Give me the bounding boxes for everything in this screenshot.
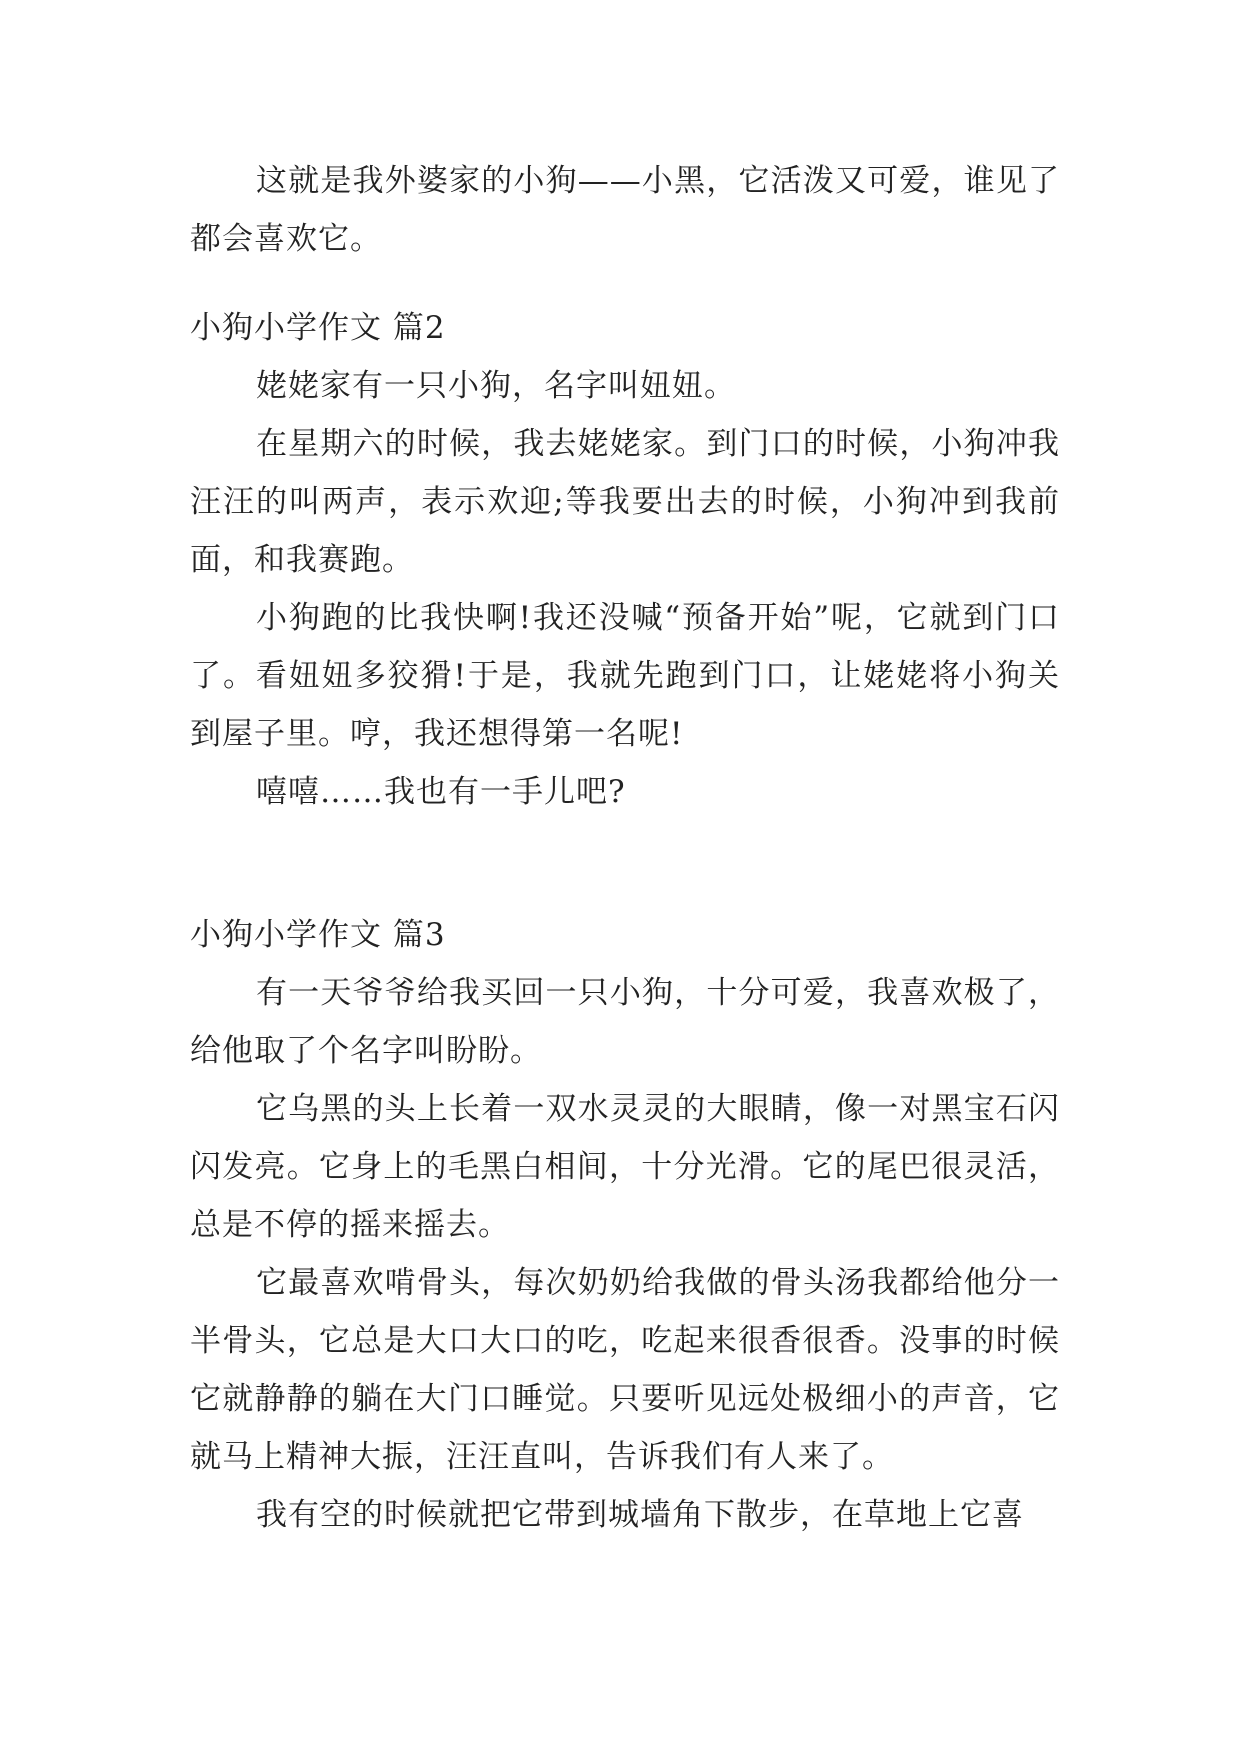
section-heading-3: 小狗小学作文 篇3 bbox=[190, 917, 446, 953]
paragraph-panpan-intro: 有一天爷爷给我买回一只小狗，十分可爱，我喜欢极了，给他取了个名字叫盼盼。 bbox=[190, 975, 1060, 1069]
paragraph-niuniu-intro: 姥姥家有一只小狗，名字叫妞妞。 bbox=[256, 368, 736, 404]
paragraph-bones: 它最喜欢啃骨头，每次奶奶给我做的骨头汤我都给他分一半骨头，它总是大口大口的吃，吃起来很香很香。没事的时候它就静静的躺在大门口睡觉。只要听见远处极细小的声音，它就马上精神大振，汪汪直叫，告诉我们有人来了。 bbox=[190, 1265, 1060, 1475]
section-heading-2: 小狗小学作文 篇2 bbox=[190, 310, 446, 346]
paragraph-walk: 我有空的时候就把它带到城墙角下散步，在草地上它喜 bbox=[256, 1497, 1024, 1533]
paragraph-saturday-visit: 在星期六的时候，我去姥姥家。到门口的时候，小狗冲我汪汪的叫两声，表示欢迎;等我要出去的时候，小狗冲到我前面，和我赛跑。 bbox=[190, 426, 1060, 578]
paragraph-race: 小狗跑的比我快啊!我还没喊“预备开始”呢，它就到门口了。看妞妞多狡猾!于是，我就先跑到门口，让姥姥将小狗关到屋子里。哼，我还想得第一名呢! bbox=[190, 600, 1060, 752]
paragraph-closing-xiaohei: 这就是我外婆家的小狗——小黑，它活泼又可爱，谁见了都会喜欢它。 bbox=[190, 163, 1060, 257]
paragraph-appearance: 它乌黑的头上长着一双水灵灵的大眼睛，像一对黑宝石闪闪发亮。它身上的毛黑白相间，十分光滑。它的尾巴很灵活，总是不停的摇来摇去。 bbox=[190, 1091, 1060, 1243]
paragraph-giggle: 嘻嘻……我也有一手儿吧? bbox=[256, 774, 626, 810]
